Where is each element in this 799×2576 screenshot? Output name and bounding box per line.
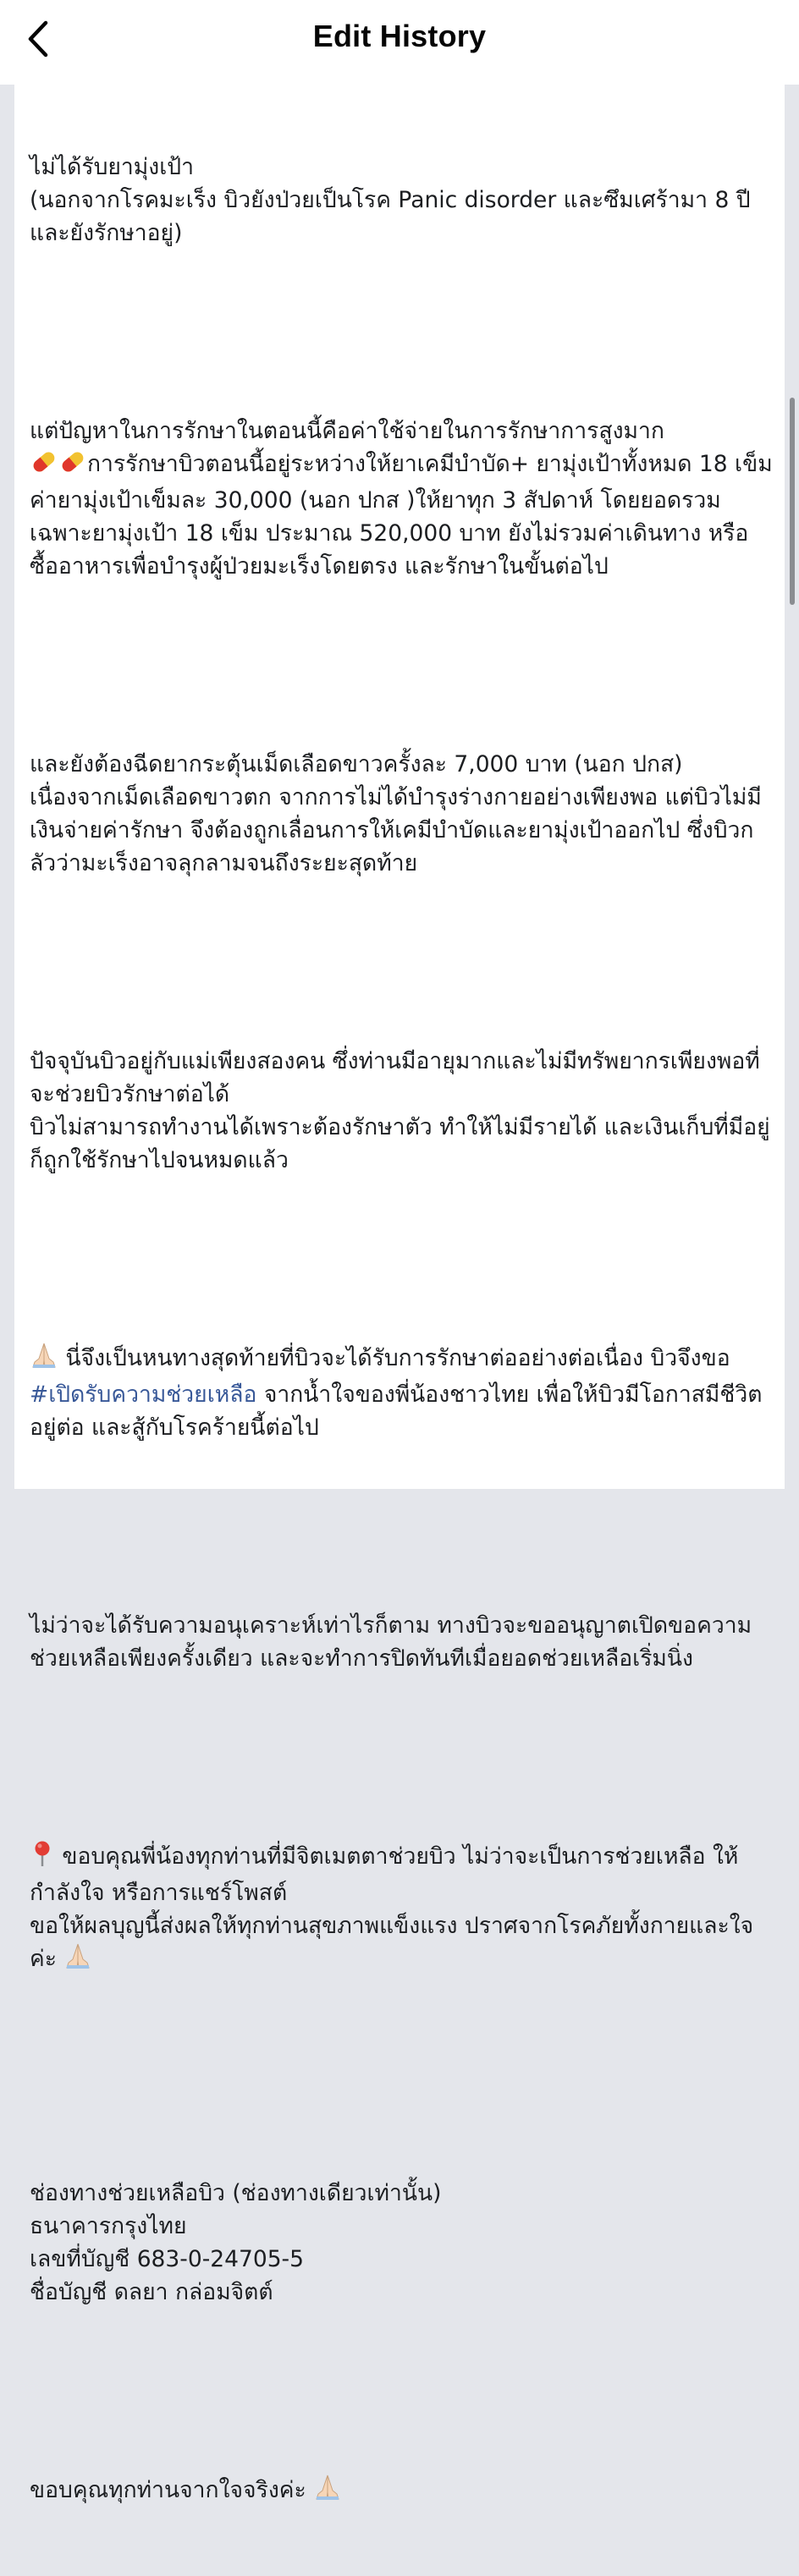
text-block: ขอบคุณพี่น้องทุกท่านที่มีจิตเมตตาช่วยบิว ไม่ว่าจะเป็นการช่วยเหลือ ให้กำลังใจ หรือการแชร์โพสต์ <box>30 1843 739 1906</box>
paragraph-closing <box>30 2474 774 2510</box>
text-line: แต่ปัญหาในการรักษาในตอนนี้คือค่าใช้จ่ายในการรักษาการสูงมาก <box>30 418 664 444</box>
folded-hands-icon <box>63 1942 92 1979</box>
folded-hands-icon <box>30 1342 58 1378</box>
paragraph-situation <box>30 1045 774 1177</box>
text-line: ขอบคุณทุกท่านจากใจจริงค่ะ <box>30 2477 314 2503</box>
text-block: นี่จึงเป็นหนทางสุดท้ายที่บิวจะได้รับการรักษาต่ออย่างต่อเนื่อง บิวจึงขอ <box>65 1345 738 1371</box>
top-bar <box>0 0 799 85</box>
pill-icon <box>58 449 87 484</box>
account-name: ชื่อบัญชี ดลยา กล่อมจิตต์ <box>30 2279 273 2305</box>
paragraph-thanks <box>30 1840 774 1979</box>
page-title: Edit History <box>312 19 487 53</box>
post-content-card <box>14 51 785 2503</box>
text-block: จากน้ำใจของพี่น้องชาวไทย เพื่อให้บิวมีโอกาสมีชีวิตอยู่ต่อ และสู้กับโรคร้ายนี้ต่อไป <box>30 1381 763 1441</box>
paragraph-bank-info <box>30 2177 774 2309</box>
bank-heading: ช่องทางช่วยเหลือบิว (ช่องทางเดียวเท่านั้น) <box>30 2180 442 2206</box>
paragraph-request <box>30 1342 774 1444</box>
folded-hands-icon <box>313 2474 342 2510</box>
text-block: บิวไม่สามารถทำงานได้เพราะต้องรักษาตัว ทำให้ไม่มีรายได้ และเงินเก็บที่มีอยู่ก็ถูกใช้รักษาไปจนหมดแล้ว <box>30 1114 770 1173</box>
text-block: ขอให้ผลบุญนี้ส่งผลให้ทุกท่านสุขภาพแข็งแรง ปราศจากโรคภัยทั้งกายและใจค่ะ <box>30 1913 754 1972</box>
text-line: (นอกจากโรคมะเร็ง บิวยังป่วยเป็นโรค Panic disorder และซึมเศร้ามา 8 ปี และยังรักษาอยู่) <box>30 187 758 246</box>
paragraph-costs <box>30 415 780 583</box>
pill-icon <box>30 449 58 484</box>
paragraph-injections: และยังต้องฉีดยากระตุ้นเม็ดเลือดขาวครั้งละ 7,000 บาท (นอก ปกส) เนื่องจากเม็ดเลือดขาวตก จากการไม่ได้บำรุงร่างกายอย่างเพียงพอ แต่บิวไม่มีเงินจ่ายค่ารักษา จึงต้องถูกเลื่อนการให้เคมีบำบัดและยามุ่งเป้าออกไป ซึ่งบิวกลัวว่ามะเร็งอาจลุกลามจนถึงระยะสุดท้าย <box>30 751 762 876</box>
hashtag-link[interactable]: #เปิดรับความช่วยเหลือ <box>30 1381 257 1408</box>
account-number: เลขที่บัญชี 683-0-24705-5 <box>30 2246 304 2272</box>
post-body <box>30 85 780 2576</box>
scrollbar[interactable] <box>790 398 795 605</box>
text-block: ปัจจุบันบิวอยู่กับแม่เพียงสองคน ซึ่งท่านมีอายุมากและไม่มีทรัพยากรเพียงพอที่จะช่วยบิวรักษาต่อได้ <box>30 1048 760 1107</box>
text-line: ไม่ได้รับยามุ่งเป้า <box>30 154 194 180</box>
paragraph-treatment-intro <box>30 151 774 250</box>
paragraph-policy: ไม่ว่าจะได้รับความอนุเคราะห์เท่าไรก็ตาม ทางบิวจะขออนุญาตเปิดขอความช่วยเหลือเพียงครั้งเดียว และจะทำการปิดทันทีเมื่อยอดช่วยเหลือเริ่มนิ่ง <box>30 1612 752 1672</box>
bank-name: ธนาคารกรุงไทย <box>30 2213 187 2239</box>
text-block: การรักษาบิวตอนนี้อยู่ระหว่างให้ยาเคมีบำบัด+ ยามุ่งเป้าทั้งหมด 18 เข็ม ค่ายามุ่งเป้าเข็มละ 30,000 (นอก ปกส )ให้ยาทุก 3 สัปดาห์ โดยยอดรวมเฉพาะยามุ่งเป้า 18 เข็ม ประมาณ 520,000 บาท ยังไม่รวมค่าเดินทาง หรือซื้ออาหารเพื่อบำรุงผู้ป่วยมะเร็งโดยตรง และรักษาในขั้นต่อไป <box>30 451 780 579</box>
round-pushpin-icon <box>30 1840 55 1876</box>
